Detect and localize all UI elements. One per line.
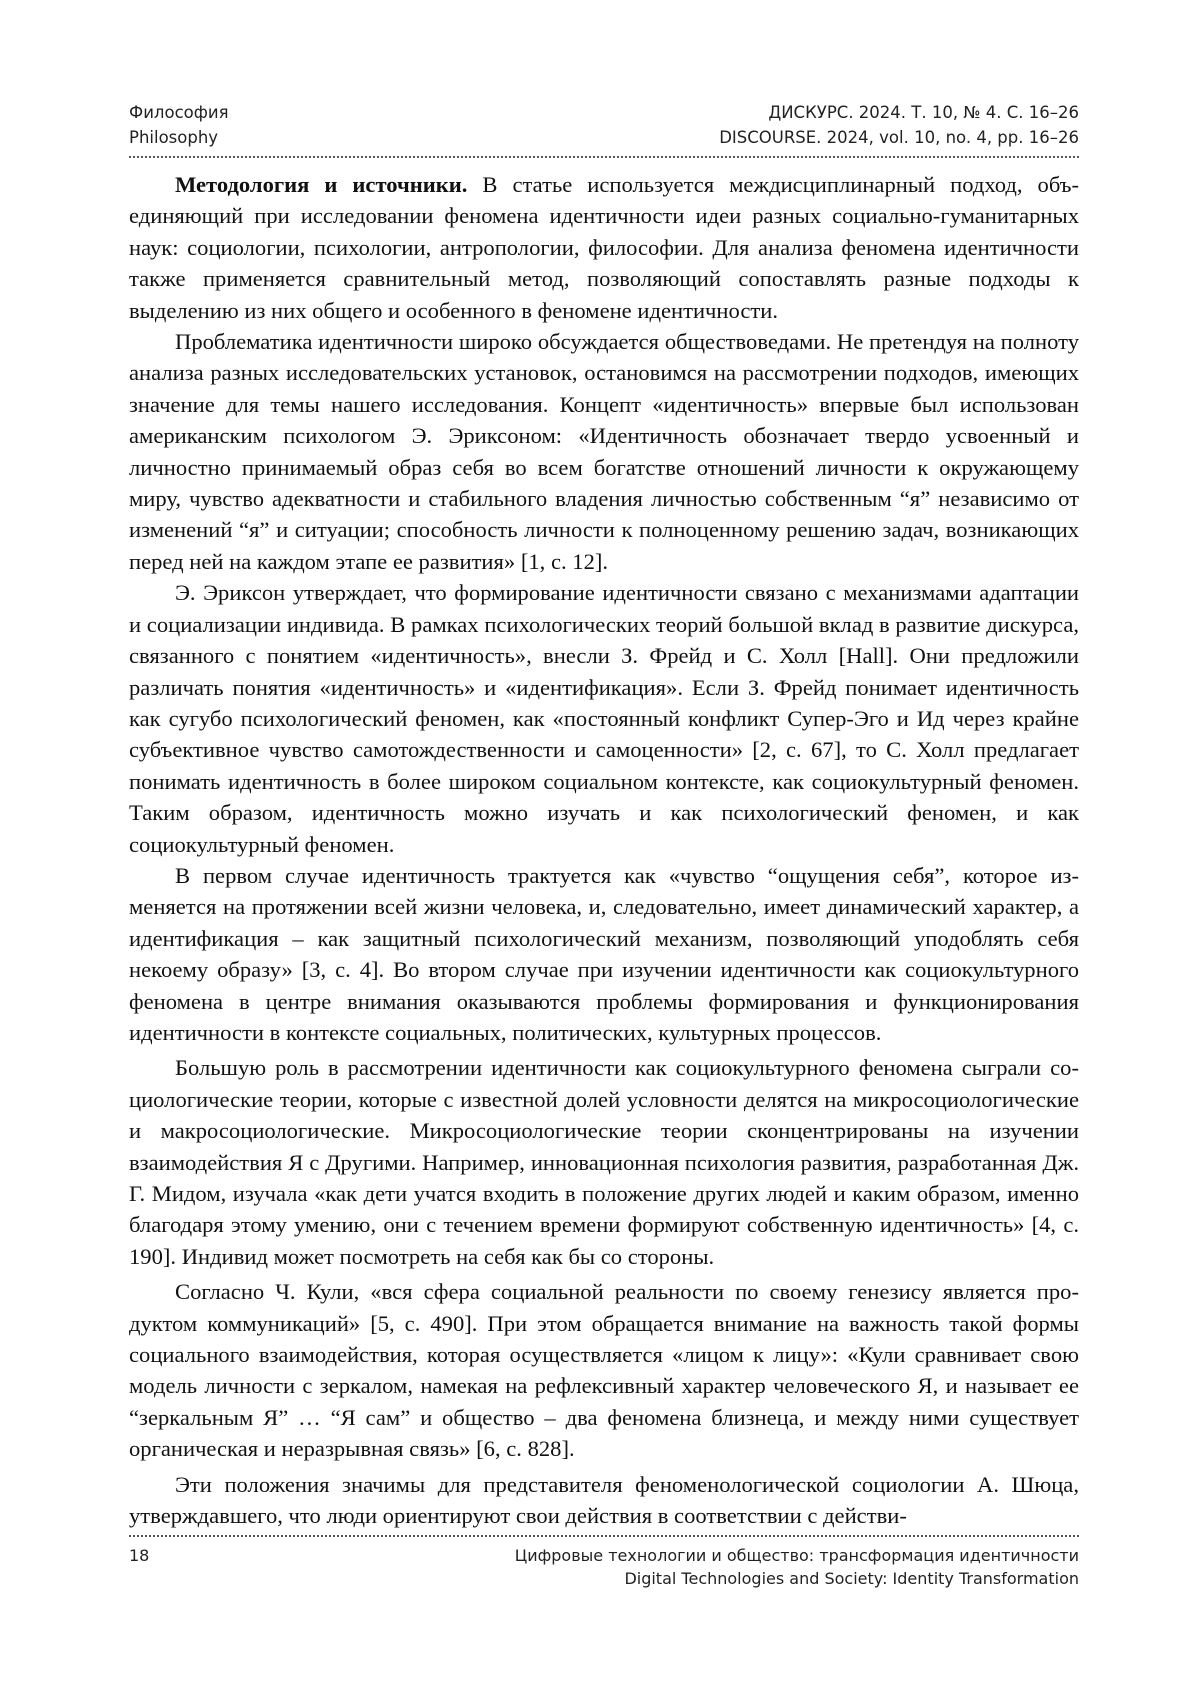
methodology-heading: Методология и источники.	[175, 172, 468, 197]
header-divider	[129, 156, 1079, 158]
article-body	[129, 169, 1079, 1531]
series-title-en: Digital Technologies and Society: Identity Transformation	[624, 1569, 1079, 1588]
page-number: 18	[129, 1546, 150, 1565]
methodology-text: В статье используется междисциплинарный подход, объединяющий при исследовании феномена идентичности идеи разных социально-гуманитарных наук: социологии, психологии, антропологии, философии. Для анализа феномена идентичности также применяется сравнительный метод, позволяющий сопоставлять разные подходы к выделению из них общего и особенного в феномене идентичности.	[129, 172, 1079, 323]
journal-citation-ru: ДИСКУРС. 2024. Т. 10, № 4. С. 16–26	[768, 103, 1079, 122]
paragraph-7: Эти положения значимы для представителя феноменологической социологии А. Шюца, утверждавшего, что люди ориентируют свои действия в соответствии с действи-	[129, 1471, 1079, 1529]
footer-divider	[129, 1535, 1079, 1537]
paragraph-4: В первом случае идентичность трактуется как «чувство “ощущения себя”, которое изменяется на протяжении всей жизни человека, и, следовательно, имеет динамический характер, а идентификация – как защитный психологический механизм, позволяющий уподоблять себя некоему образу» [3, с. 4]. Во втором случае при изучении идентичности как социокультурного феномена в центре внимания оказываются проблемы формирования и функционирования идентичности в контексте социальных, политических, культурных процессов.	[129, 862, 1079, 1045]
running-header	[129, 100, 1079, 150]
header-row-en	[129, 125, 1079, 150]
paragraph-5: Большую роль в рассмотрении идентичности как социокультурного феномена сыграли социологические теории, которые с известной долей условности делятся на микросоциологические и макросоциологические. Микросоциологические теории сконцентрированы на изучении взаимодействия Я с Другими. Например, инновационная психология развития, разработанная Дж. Г. Мидом, изучала «как дети учатся входить в положение других людей и каким образом, именно благодаря этому умению, они с течением времени формируют собственную идентичность» [4, с. 190]. Индивид может посмотреть на себя как бы со стороны.	[129, 1055, 1079, 1269]
paragraph-3: Э. Эриксон утверждает, что формирование идентичности связано с механизмами адаптации и социализации индивида. В рамках психологических теорий большой вклад в развитие дискурса, связанного с понятием «идентичность», внесли З. Фрейд и С. Холл [Hall]. Они предложили различать понятия «идентичность» и «идентификация». Если З. Фрейд понимает идентичность как сугубо психологический феномен, как «постоянный конфликт Супер-Эго и Ид через крайне субъективное чувство самотождественности и самоценности» [2, с. 67], то С. Холл предлагает понимать идентичность в более широком социальном контексте, как социокультурный феномен. Таким образом, идентичность можно изучать и как психологический феномен, и как социокультурный феномен.	[129, 580, 1079, 857]
paragraph-methodology	[129, 169, 1079, 326]
section-title-ru: Философия	[129, 103, 229, 122]
running-footer	[129, 1544, 1079, 1590]
section-title-en: Philosophy	[129, 128, 219, 147]
series-title-ru: Цифровые технологии и общество: трансформация идентичности	[514, 1546, 1079, 1565]
journal-citation-en: DISCOURSE. 2024, vol. 10, no. 4, pp. 16–26	[719, 128, 1079, 147]
paragraph-2: Проблематика идентичности широко обсуждается обществоведами. Не претендуя на полноту анализа разных исследовательских установок, остановимся на рассмотрении подходов, имеющих значение для темы нашего исследования. Концепт «идентичность» впервые был использован американским психологом Э. Эриксоном: «Идентичность обозначает твердо усвоенный и личностно принимаемый образ себя во всем богатстве отношений личности к окружающему миру, чувство адекватности и стабильного владения личностью собственным “я” независимо от изменений “я” и ситуации; способность личности к полноценному решению задач, возникающих перед ней на каждом этапе ее развития» [1, с. 12].	[129, 329, 1079, 574]
paragraph-6: Согласно Ч. Кули, «вся сфера социальной реальности по своему генезису является продуктом коммуникаций» [5, с. 490]. При этом обращается внимание на важность такой формы социального взаимодействия, которая осуществляется «лицом к лицу»: «Кули сравнивает свою модель личности с зеркалом, намекая на рефлексивный характер человеческого Я, и называет ее “зеркальным Я” … “Я сам” и общество – два феномена близнеца, и между ними существует органическая и неразрывная связь» [6, с. 828].	[129, 1279, 1079, 1462]
header-row-ru	[129, 100, 1079, 125]
